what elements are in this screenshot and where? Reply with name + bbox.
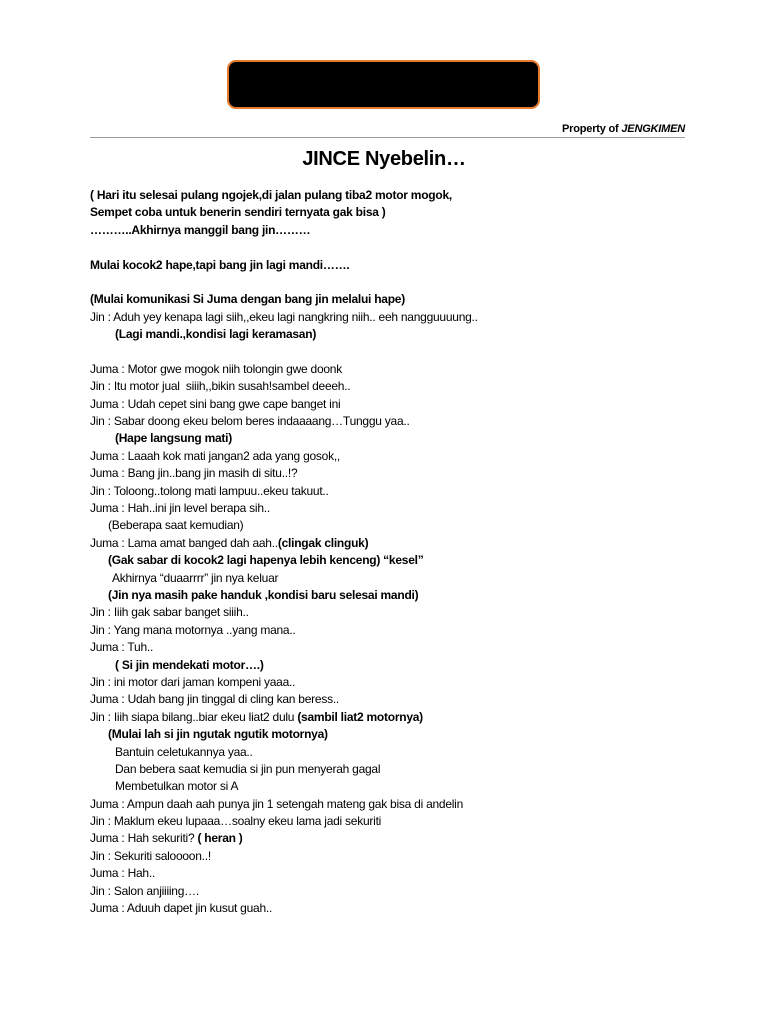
dialogue-text: Jin : Iiih siapa bilang..biar ekeu liat2 dulu — [90, 709, 298, 724]
dialogue-line: Juma : Ampun daah aah punya jin 1 setengah mateng gak bisa di andelin — [90, 796, 464, 811]
dialogue-line: Juma : Aduuh dapet jin kusut guah.. — [90, 901, 273, 916]
stage-direction: Akhirnya “duaarrrr” jin nya keluar — [112, 570, 279, 585]
stage-direction: (Mulai komunikasi Si Juma dengan bang jin melalui hape) — [90, 292, 405, 307]
dialogue-line: Juma : Bang jin..bang jin masih di situ..!? — [90, 466, 298, 481]
dialogue-line: Jin : Yang mana motornya ..yang mana.. — [90, 622, 296, 637]
dialogue-line — [90, 830, 730, 847]
dialogue-line: Juma : Laaah kok mati jangan2 ada yang gosok,, — [90, 448, 341, 463]
stage-direction: Membetulkan motor si A — [115, 779, 239, 794]
stage-direction: ( Si jin mendekati motor….) — [115, 657, 264, 672]
dialogue-line — [90, 709, 730, 726]
dialogue-line: Jin : Toloong..tolong mati lampuu..ekeu takuut.. — [90, 483, 329, 498]
stage-direction: Dan bebera saat kemudia si jin pun menyerah gagal — [115, 761, 381, 776]
dialogue-line: Jin : Aduh yey kenapa lagi siih,,ekeu lagi nangkring niih.. eeh nangguuuung.. — [90, 309, 478, 324]
dialogue-line — [90, 535, 730, 552]
header-rule — [90, 137, 685, 138]
page-title: JINCE Nyebelin… — [302, 148, 466, 170]
dialogue-line: Juma : Udah bang jin tinggal di cling kan beress.. — [90, 692, 339, 707]
dialogue-line: Juma : Hah..ini jin level berapa sih.. — [90, 501, 270, 516]
intro-line: Sempet coba untuk benerin sendiri ternyata gak bisa ) — [90, 205, 386, 220]
dialogue-line: Juma : Tuh.. — [90, 640, 154, 655]
property-label — [562, 123, 685, 135]
dialogue-line: Juma : Motor gwe mogok niih tolongin gwe doonk — [90, 361, 342, 376]
stage-direction: Bantuin celetukannya yaa.. — [115, 744, 253, 759]
dialogue-line: Juma : Hah.. — [90, 866, 156, 881]
dialogue-line: Jin : Salon anjiiiing…. — [90, 883, 199, 898]
header-logo-box — [227, 60, 540, 109]
stage-direction: (Mulai lah si jin ngutak ngutik motornya) — [108, 727, 328, 742]
stage-direction: (Beberapa saat kemudian) — [108, 518, 244, 533]
dialogue-note: (sambil liat2 motornya) — [297, 709, 423, 724]
stage-direction: (Hape langsung mati) — [115, 431, 233, 446]
dialogue-note: ( heran ) — [197, 831, 243, 846]
setup-line: Mulai kocok2 hape,tapi bang jin lagi mandi……. — [90, 257, 350, 272]
dialogue-line: Jin : Sekuriti saloooon..! — [90, 848, 211, 863]
property-prefix: Property of — [562, 123, 622, 135]
dialogue-text: Juma : Lama amat banged dah aah.. — [90, 535, 278, 550]
dialogue-line: Jin : Itu motor jual siiih,,bikin susah!sambel deeeh.. — [90, 379, 351, 394]
dialogue-line: Jin : ini motor dari jaman kompeni yaaa.. — [90, 674, 296, 689]
dialogue-note: (clingak clinguk) — [277, 535, 369, 550]
stage-direction: (Jin nya masih pake handuk ,kondisi baru selesai mandi) — [108, 587, 419, 602]
intro-line: ………..Akhirnya manggil bang jin……… — [90, 222, 311, 237]
blank-line — [90, 239, 730, 256]
dialogue-line: Jin : Maklum ekeu lupaaa…soalny ekeu lama jadi sekuriti — [90, 814, 382, 829]
stage-direction: (Lagi mandi.,kondisi lagi keramasan) — [115, 327, 317, 342]
dialogue-line: Jin : Iiih gak sabar banget siiih.. — [90, 605, 249, 620]
property-owner: JENGKIMEN — [621, 123, 685, 135]
dialogue-line: Jin : Sabar doong ekeu belom beres indaaaang…Tunggu yaa.. — [90, 414, 410, 429]
script-body — [90, 187, 730, 917]
intro-line: ( Hari itu selesai pulang ngojek,di jalan pulang tiba2 motor mogok, — [90, 188, 452, 202]
stage-direction: (Gak sabar di kocok2 lagi hapenya lebih kenceng) “kesel” — [108, 553, 424, 568]
dialogue-text: Juma : Hah sekuriti? — [90, 831, 198, 846]
blank-line — [90, 344, 730, 361]
blank-line — [90, 274, 730, 291]
dialogue-line: Juma : Udah cepet sini bang gwe cape banget ini — [90, 396, 341, 411]
